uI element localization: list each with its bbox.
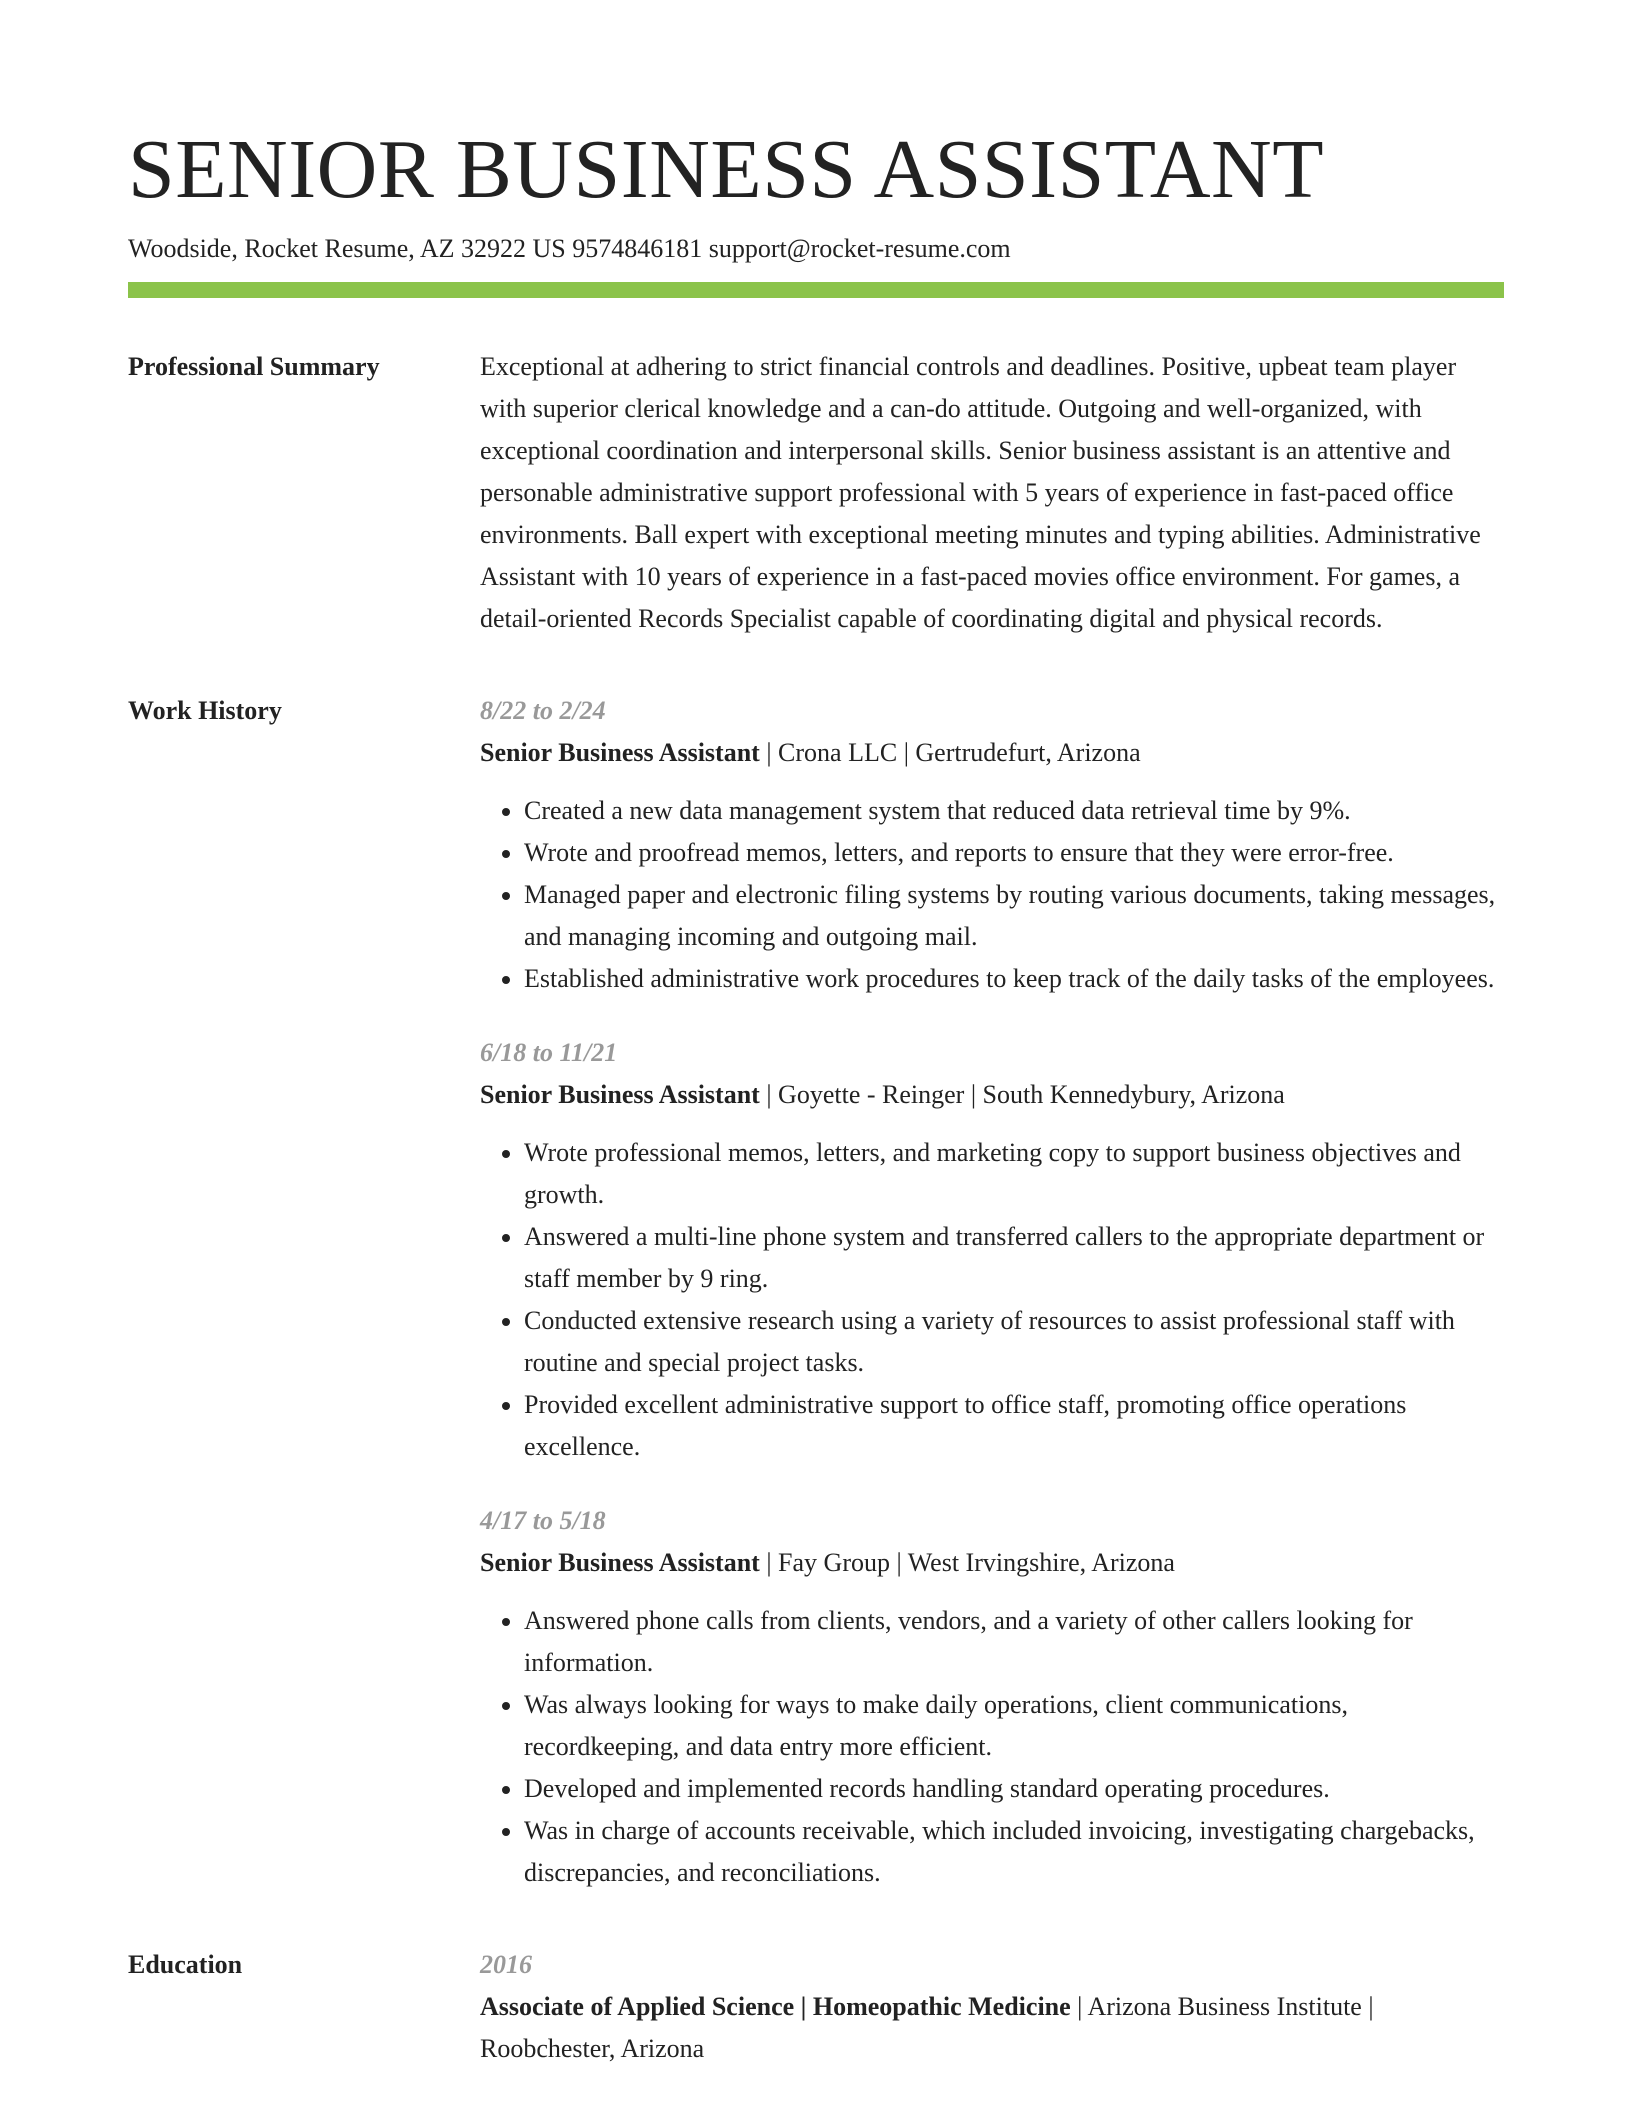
job-bullets — [480, 1132, 1504, 1468]
job-bullet: • Managed paper and electronic filing systems by routing various documents, taking messages, and managing incoming and outgoing mail. — [524, 874, 1504, 958]
job-bullet: • Wrote and proofread memos, letters, and reports to ensure that they were error-free. — [524, 832, 1504, 874]
job-title: Senior Business Assistant — [480, 1548, 760, 1577]
job-entry — [480, 690, 1504, 1000]
job-dates: 8/22 to 2/24 — [480, 696, 606, 725]
job-dates: 6/18 to 11/21 — [480, 1038, 618, 1067]
education-heading: Education — [128, 1950, 243, 1979]
education-body — [480, 1944, 1504, 2070]
job-entry — [480, 1032, 1504, 1468]
job-role-line — [480, 732, 1504, 774]
job-bullets — [480, 1600, 1504, 1894]
job-bullet: • Conducted extensive research using a variety of resources to assist professional staff with routine and special project tasks. — [524, 1300, 1504, 1384]
job-dates: 4/17 to 5/18 — [480, 1506, 606, 1535]
summary-section — [128, 346, 1504, 640]
page-title: SENIOR BUSINESS ASSISTANT — [128, 123, 1325, 216]
education-section — [128, 1944, 1504, 2070]
job-bullet: • Created a new data management system that reduced data retrieval time by 9%. — [524, 790, 1504, 832]
work-history-section — [128, 690, 1504, 1894]
job-bullet: • Was in charge of accounts receivable, which included invoicing, investigating chargebacks, discrepancies, and reconciliations. — [524, 1810, 1504, 1894]
job-bullet: • Answered phone calls from clients, vendors, and a variety of other callers looking for information. — [524, 1600, 1504, 1684]
job-role-line — [480, 1542, 1504, 1584]
job-company-location: | Crona LLC | Gertrudefurt, Arizona — [759, 738, 1141, 767]
summary-text: Exceptional at adhering to strict financial controls and deadlines. Positive, upbeat team player with superior clerical knowledge and a can-do attitude. Outgoing and well-organized, with exceptional coordination and interpersonal skills. Senior business assistant is an attentive and personable administrative support professional with 5 years of experience in fast-paced office environments. Ball expert with exceptional meeting minutes and typing abilities. Administrative Assistant with 10 years of experience in a fast-paced movies office environment. For games, a detail-oriented Records Specialist capable of coordinating digital and physical records. — [480, 352, 1481, 633]
job-bullet: • Developed and implemented records handling standard operating procedures. — [524, 1768, 1504, 1810]
summary-body — [480, 346, 1504, 640]
education-degree: Associate of Applied Science | Homeopathic Medicine — [480, 1992, 1071, 2021]
job-title: Senior Business Assistant — [480, 738, 760, 767]
job-company-location: | Goyette - Reinger | South Kennedybury, Arizona — [759, 1080, 1285, 1109]
job-bullet: • Was always looking for ways to make daily operations, client communications, recordkeeping, and data entry more efficient. — [524, 1684, 1504, 1768]
job-entry — [480, 1500, 1504, 1894]
work-history-heading: Work History — [128, 696, 282, 725]
job-bullet: • Established administrative work procedures to keep track of the daily tasks of the employees. — [524, 958, 1504, 1000]
accent-divider — [128, 282, 1504, 298]
education-school-location: | Arizona Business Institute | Roobchester, Arizona — [480, 1992, 1374, 2063]
education-line — [480, 1986, 1504, 2070]
job-title: Senior Business Assistant — [480, 1080, 760, 1109]
contact-line: Woodside, Rocket Resume, AZ 32922 US 9574846181 support@rocket-resume.com — [128, 234, 1011, 263]
job-bullets — [480, 790, 1504, 1000]
job-role-line — [480, 1074, 1504, 1116]
job-bullet: • Provided excellent administrative support to office staff, promoting office operations excellence. — [524, 1384, 1504, 1468]
work-history-body — [480, 690, 1504, 1894]
resume-page — [128, 120, 1504, 2070]
summary-heading: Professional Summary — [128, 352, 380, 381]
job-bullet: • Wrote professional memos, letters, and marketing copy to support business objectives and growth. — [524, 1132, 1504, 1216]
job-company-location: | Fay Group | West Irvingshire, Arizona — [759, 1548, 1175, 1577]
education-year: 2016 — [480, 1950, 532, 1979]
job-bullet: • Answered a multi-line phone system and transferred callers to the appropriate department or staff member by 9 ring. — [524, 1216, 1504, 1300]
